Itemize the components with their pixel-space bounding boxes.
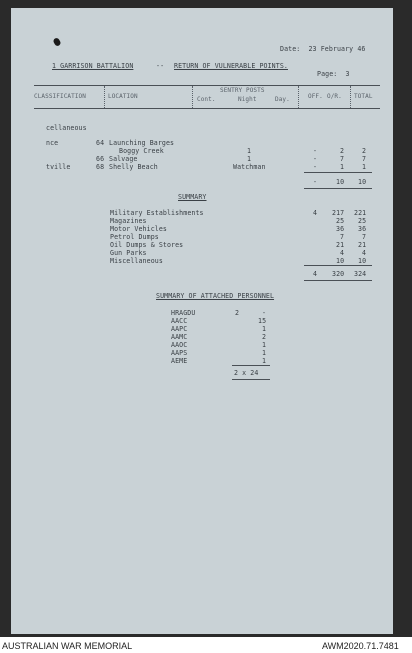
row-total: 7 bbox=[362, 155, 367, 163]
archive-name: AUSTRALIAN WAR MEMORIAL bbox=[2, 641, 133, 651]
attached-title: SUMMARY OF ATTACHED PERSONNEL bbox=[156, 292, 275, 300]
summary-or: 36 bbox=[336, 225, 345, 233]
section-total-or: 10 bbox=[336, 178, 345, 186]
row-or: 2 bbox=[340, 147, 345, 155]
attached-total: 2 x 24 bbox=[234, 369, 259, 377]
col-or: O/R. bbox=[327, 93, 342, 100]
col-divider bbox=[104, 86, 105, 108]
col-total: TOTAL bbox=[354, 93, 373, 100]
attached-unit: AAPS bbox=[171, 349, 188, 357]
summary-total: 10 bbox=[358, 257, 367, 265]
summary-total: 7 bbox=[362, 233, 367, 241]
summary-label: Petrol Dumps bbox=[110, 233, 159, 241]
attached-unit: AAMC bbox=[171, 333, 188, 341]
attached-unit: AAPC bbox=[171, 325, 188, 333]
row-or: 1 bbox=[340, 163, 345, 171]
attached-unit: AEME bbox=[171, 357, 188, 365]
attached-other-ranks: 1 bbox=[262, 357, 267, 365]
row-classification: tville bbox=[46, 163, 71, 171]
summary-or: 10 bbox=[336, 257, 345, 265]
summary-label: Miscellaneous bbox=[110, 257, 163, 265]
summary-label: Gun Parks bbox=[110, 249, 147, 257]
summary-total: 4 bbox=[362, 249, 367, 257]
summary-or: 4 bbox=[340, 249, 345, 257]
summary-label: Motor Vehicles bbox=[110, 225, 167, 233]
date-line: Date: 23 February 46 bbox=[280, 45, 366, 53]
row-classification: nce bbox=[46, 139, 59, 147]
row-sentry: Watchman bbox=[233, 163, 266, 171]
row-number: 68 bbox=[96, 163, 105, 171]
row-off: - bbox=[313, 155, 318, 163]
col-night: Night bbox=[238, 96, 257, 103]
row-or: 7 bbox=[340, 155, 345, 163]
row-number: 64 bbox=[96, 139, 105, 147]
summary-total: 21 bbox=[358, 241, 367, 249]
section-total-total: 10 bbox=[358, 178, 367, 186]
summary-total-total: 324 bbox=[354, 270, 367, 278]
col-sentry-posts: SENTRY POSTS bbox=[220, 87, 265, 94]
summary-label: Magazines bbox=[110, 217, 147, 225]
summary-subtotal-rule bbox=[304, 265, 372, 266]
archive-reference: AWM2020.71.7481 bbox=[322, 641, 399, 651]
title-separator: -- bbox=[156, 62, 165, 70]
summary-or: 7 bbox=[340, 233, 345, 241]
attached-other-ranks: 1 bbox=[262, 349, 267, 357]
section-heading: cellaneous bbox=[46, 124, 87, 132]
col-classification: CLASSIFICATION bbox=[34, 93, 86, 100]
col-location: LOCATION bbox=[108, 93, 138, 100]
col-off: OFF. bbox=[308, 93, 323, 100]
page-number: Page: 3 bbox=[317, 70, 350, 78]
summary-or: 21 bbox=[336, 241, 345, 249]
unit-name: 1 GARRISON BATTALION bbox=[52, 62, 134, 70]
attached-unit: AAOC bbox=[171, 341, 188, 349]
summary-or: 217 bbox=[332, 209, 345, 217]
col-divider bbox=[298, 86, 299, 108]
attached-subtotal-rule bbox=[232, 365, 270, 366]
row-location: Shelly Beach bbox=[109, 163, 158, 171]
section-total-rule bbox=[304, 188, 372, 189]
attached-other-ranks: 1 bbox=[262, 325, 267, 333]
attached-other-ranks: 1 bbox=[262, 341, 267, 349]
row-sentry: 1 bbox=[247, 147, 252, 155]
summary-total: 36 bbox=[358, 225, 367, 233]
row-total: 2 bbox=[362, 147, 367, 155]
header-rule-top bbox=[34, 85, 380, 86]
summary-or: 25 bbox=[336, 217, 345, 225]
attached-unit: AACC bbox=[171, 317, 188, 325]
summary-total-off: 4 bbox=[313, 270, 318, 278]
section-subtotal-rule bbox=[304, 172, 372, 173]
row-location: Boggy Creek bbox=[119, 147, 164, 155]
summary-title: SUMMARY bbox=[178, 193, 207, 201]
row-off: - bbox=[313, 163, 318, 171]
col-divider bbox=[192, 86, 193, 108]
summary-total-or: 320 bbox=[332, 270, 345, 278]
summary-total-rule bbox=[304, 280, 372, 281]
return-title: RETURN OF VULNERABLE POINTS. bbox=[174, 62, 288, 70]
section-total-off: - bbox=[313, 178, 318, 186]
row-total: 1 bbox=[362, 163, 367, 171]
col-divider bbox=[350, 86, 351, 108]
summary-label: Military Establishments bbox=[110, 209, 204, 217]
attached-total-rule bbox=[232, 379, 270, 380]
attached-unit: HRAGDU bbox=[171, 309, 196, 317]
attached-other-ranks: 2 bbox=[262, 333, 267, 341]
header-rule-bottom bbox=[34, 108, 380, 109]
summary-off: 4 bbox=[313, 209, 318, 217]
summary-total: 25 bbox=[358, 217, 367, 225]
attached-other-ranks: 15 bbox=[258, 317, 267, 325]
row-location: Salvage bbox=[109, 155, 138, 163]
col-day: Day. bbox=[275, 96, 290, 103]
row-location: Launching Barges bbox=[109, 139, 175, 147]
row-number: 66 bbox=[96, 155, 105, 163]
col-cont: Cont. bbox=[197, 96, 216, 103]
row-off: - bbox=[313, 147, 318, 155]
row-sentry: 1 bbox=[247, 155, 252, 163]
attached-officers: 2 bbox=[235, 309, 240, 317]
summary-total: 221 bbox=[354, 209, 367, 217]
summary-label: Oil Dumps & Stores bbox=[110, 241, 184, 249]
attached-other-ranks: - bbox=[262, 309, 267, 317]
